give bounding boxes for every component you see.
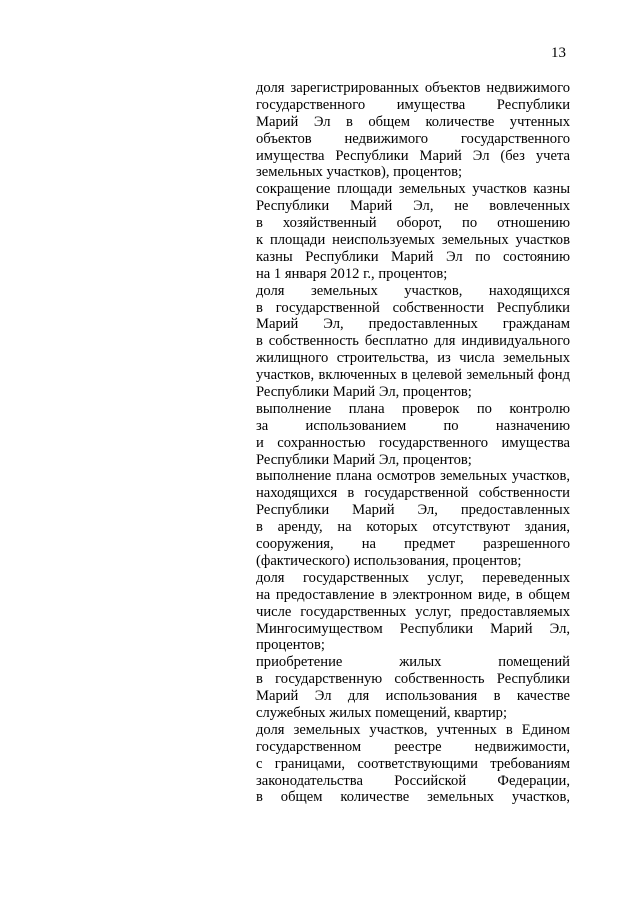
text-line: имущества Республики Марий Эл (без учета — [256, 147, 570, 164]
text-line: на предоставление в электронном виде, в общем — [256, 586, 570, 603]
text-line: служебных жилых помещений, квартир; — [256, 704, 508, 721]
text-line: Республики Марий Эл, процентов; — [256, 451, 472, 468]
document-body-text — [256, 80, 570, 806]
text-line: законодательства Российской Федерации, — [256, 772, 570, 789]
text-line: на 1 января 2012 г., процентов; — [256, 265, 448, 282]
text-line: государственного имущества Республики — [256, 96, 570, 113]
text-line: в государственной собственности Республики — [256, 299, 570, 316]
text-line: казны Республики Марий Эл по состоянию — [256, 248, 570, 265]
text-line: в аренду, на которых отсутствуют здания, — [256, 519, 570, 536]
text-line: в хозяйственный оборот, по отношению — [256, 215, 570, 232]
text-line: сооружения, на предмет разрешенного — [256, 536, 570, 553]
text-line: за использованием по назначению — [256, 417, 570, 434]
page-number: 13 — [551, 45, 566, 61]
text-line: и сохранностью государственного имущества — [256, 434, 570, 451]
text-line: с границами, соответствующими требованиям — [256, 755, 570, 772]
text-line: Марий Эл в общем количестве учтенных — [256, 113, 570, 130]
text-line: находящихся в государственной собственности — [256, 485, 570, 502]
text-line: выполнение плана осмотров земельных участков, — [256, 468, 570, 485]
text-line: жилищного строительства, из числа земельных — [256, 350, 570, 367]
text-line: доля земельных участков, находящихся — [256, 282, 570, 299]
text-line: числе государственных услуг, предоставляемых — [256, 603, 570, 620]
text-line: к площади неиспользуемых земельных участков — [256, 232, 570, 249]
text-line: Марий Эл для использования в качестве — [256, 688, 570, 705]
text-line: сокращение площади земельных участков казны — [256, 181, 570, 198]
text-line: доля зарегистрированных объектов недвижимого — [256, 80, 570, 96]
text-line: в государственную собственность Республики — [256, 671, 570, 688]
text-line: процентов; — [256, 637, 325, 654]
text-line: Марий Эл, предоставленных гражданам — [256, 316, 570, 333]
text-line: (фактического) использования, процентов; — [256, 552, 522, 569]
text-line: государственном реестре недвижимости, — [256, 738, 570, 755]
text-line: доля земельных участков, учтенных в Едином — [256, 721, 570, 738]
text-line: в собственность бесплатно для индивидуального — [256, 333, 570, 350]
text-line: Республики Марий Эл, процентов; — [256, 384, 472, 401]
text-line: выполнение плана проверок по контролю — [256, 400, 570, 417]
text-line: Республики Марий Эл, предоставленных — [256, 502, 570, 519]
text-line: приобретение жилых помещений — [256, 654, 570, 671]
text-line: Мингосимуществом Республики Марий Эл, — [256, 620, 570, 637]
text-line: объектов недвижимого государственного — [256, 130, 570, 147]
text-line: Республики Марий Эл, не вовлеченных — [256, 198, 570, 215]
text-line: доля государственных услуг, переведенных — [256, 569, 570, 586]
text-line: участков, включенных в целевой земельный фонд — [256, 367, 570, 384]
text-line: земельных участков), процентов; — [256, 164, 463, 181]
text-line: в общем количестве земельных участков, — [256, 789, 570, 806]
